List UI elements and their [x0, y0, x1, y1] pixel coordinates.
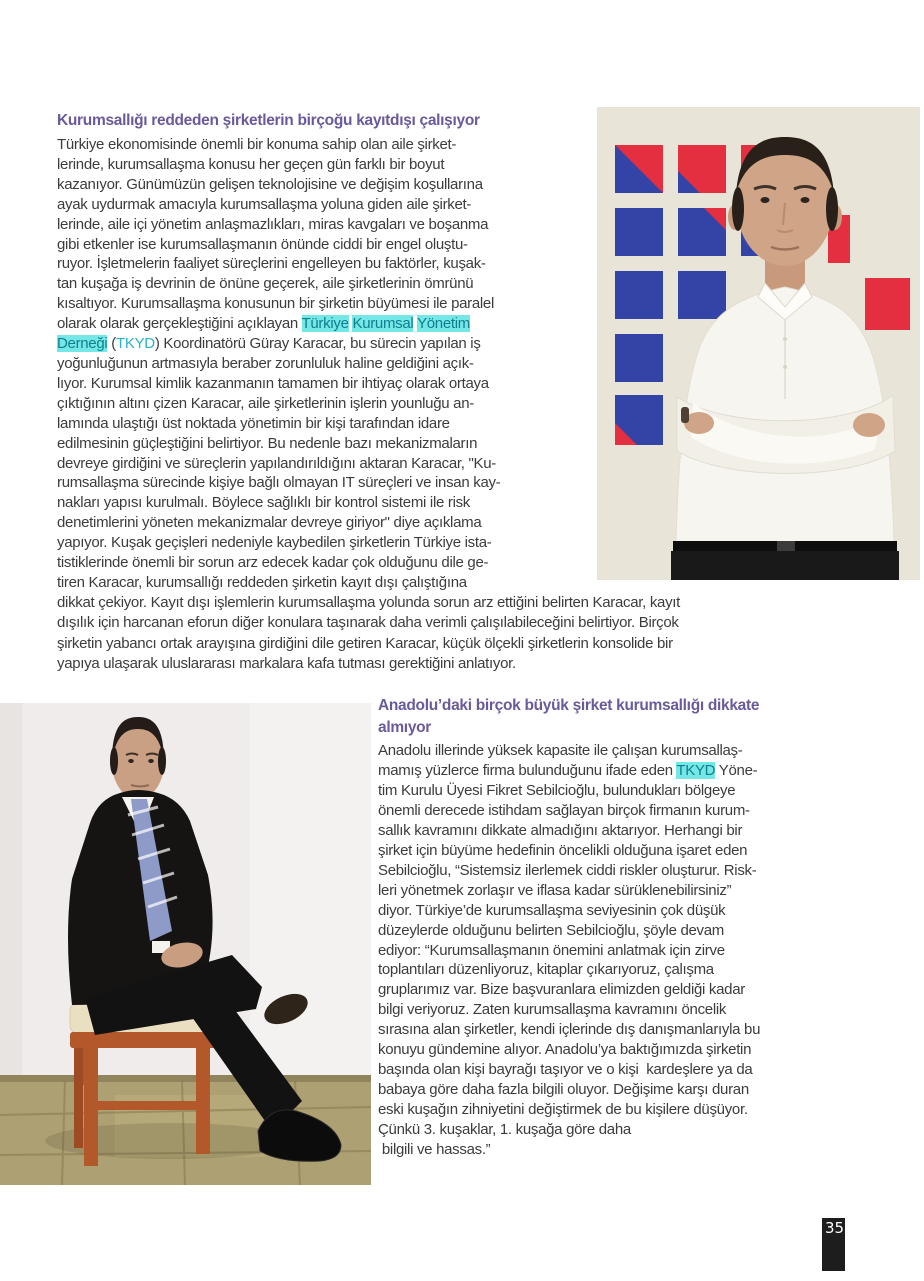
portrait2-illustration	[0, 703, 371, 1185]
portrait1-illustration	[597, 107, 920, 580]
photo-fikret-sebilcioglu	[0, 703, 371, 1185]
article1-heading: Kurumsallığı reddeden şirketlerin birçoğu kayıtdışı çalışıyor	[57, 112, 480, 129]
page-number-badge	[822, 1218, 845, 1271]
page-number: 35	[825, 1219, 845, 1237]
article2-body-column: Anadolu illerinde yüksek kapasite ile çalışan kurumsallaş- mamış yüzlerce firma bulunduğunu ifade eden TKYD Yöne- tim Kurulu Üyesi Fikret Sebilcioğlu, bulundukları bölgeye önemli derecede istihdam sağlayan birçok firmanın kurum- sallık kavramını dikkate almadığını aktarıyor. Herhangi bir şirket için büyüme hedefinin öncelikli olduğuna işaret eden Sebilcioğlu, “Sistemsiz ilerlemek ciddi riskler oluşturur. Risk- leri yönetmek zorlaşır ve iflasa kadar sürüklenebilirsiniz” diyor. Türkiye’de kurumsallaşma seviyesinin çok düşük düzeylerde olduğunu belirten Sebilcioğlu, şöyle devam ediyor: “Kurumsallaşmanın önemini anlatmak için zirve toplantıları düzenliyoruz, kitaplar çıkarıyoruz, çalışma gruplarımız var. Bize başvuranlara elimizden geldiği kadar bilgi veriyoruz. Zaten kurumsallaşma kavramını öncelik sırasına alan şirketler, kendi içlerinde dış danışmanlarıyla bu konuyu gündemine alıyor. Anadolu’ya baktığımızda şirketin başında olan kişi bayrağı taşıyor ve o kişi kardeşlere ya da babaya göre daha fazla bilgili oluyor. Değişime karşı duran eski kuşağın zihniyetini değiştirmek de bu kişilere düşüyor. Çünkü 3. kuşaklar, 1. kuşağa göre daha bilgili ve hassas.”	[378, 742, 761, 1159]
article1-body-wide: dikkat çekiyor. Kayıt dışı işlemlerin kurumsallaşma yolunda sorun arz ettiğini belirten Karacar, kayıt dışılık için harcanan eforun diğer konulara taşınarak daha verimli çalışılabileceğini belirtiyor. Birçok şirketin yabancı ortak arayışına girdiğini dile getiren Karacar, küçük ölçekli şirketlerin konsolide bir yapıya ulaşarak uluslararası markalara kafa tutması gerektiğini anlatıyor.	[57, 594, 681, 672]
article2-heading: Anadolu’daki birçok büyük şirket kurumsallığı dikkate almıyor	[378, 697, 760, 736]
photo-guray-karacar	[597, 107, 920, 580]
article1-body-column: Türkiye ekonomisinde önemli bir konuma sahip olan aile şirket- lerinde, kurumsallaşma konusu her geçen gün farklı bir boyut kazanıyor. Günümüzün gelişen teknolojisine ve değişim koşullarına ayak uydurmak amacıyla kurumsallaşma yoluna giden aile şirket- lerinde, aile içi yönetim anlaşmazlıkları, miras kavgaları ve boşanma gibi etkenler ise kurumsallaşmanın önünde ciddi bir engel oluştu- ruyor. İşletmelerin faaliyet süreçlerini engelleyen bu faktörler, kuşak- tan kuşağa iş devrinin de önüne geçerek, aile şirketlerinin ömrünü kısaltıyor. Kurumsallaşma konusunun bir şirketin büyümesi ile paralel olarak olarak gerçekleştiğini açıklayan Türkiye Kurumsal Yönetim Derneği (TKYD) Koordinatörü Güray Karacar, bu sürecin yapılan iş yoğunluğunun artmasıyla beraber zorunluluk haline geldiğini açık- lıyor. Kurumsal kimlik kazanmanın tamamen bir ihtiyaç olarak ortaya çıktığının altını çizen Karacar, aile şirketlerinin işlerin younluğu an- lamında ulaştığı üst noktada yönetimin bir kişi tarafından idare edilmesinin güçleştiğini belirtiyor. Bu nedenle bazı mekanizmaların devreye girdiğini ve süreçlerin yapılandırıldığını aktaran Karacar, "Ku- rumsallaşma sürecinde kişiye bağlı olmayan IT süreçleri ve insan kay- nakları yapısı kurulmalı. Böylece sağlıklı bir kontrol sistemi ile risk denetimlerini yöneten mekanizmalar devreye giriyor" diye açıklama yapıyor. Kuşak geçişleri nedeniyle kaybedilen şirketlerin Türkiye ista- tistiklerinde önemli bir sorun arz edecek kadar çok olduğunu dile ge- tiren Karacar, kurumsallığı reddeden şirketin kayıt dışı çalıştığına	[57, 136, 501, 591]
